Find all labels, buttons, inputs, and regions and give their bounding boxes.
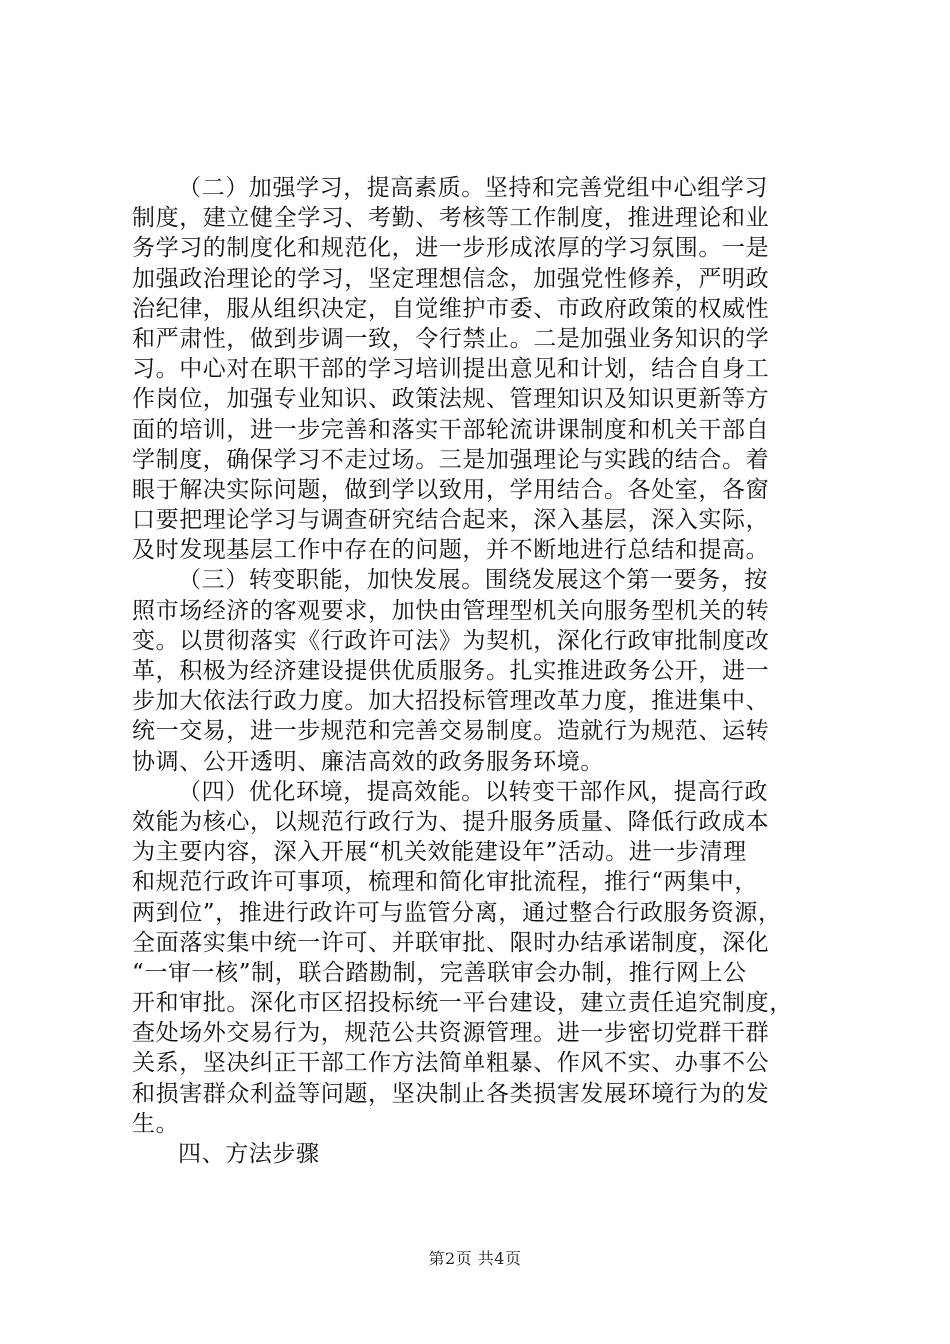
text-line: 协调、公开透明、廉洁高效的政务服务环境。: [132, 748, 604, 775]
text-line: “一审一核”制，联合踏勘制，完善联审会办制，推行网上公: [132, 959, 747, 986]
text-line: 照市场经济的客观要求，加快由管理型机关向服务型机关的转: [132, 597, 770, 624]
text-line: 效能为核心，以规范行政行为、提升服务质量、降低行政成本: [132, 808, 770, 835]
text-line: 关系，坚决纠正干部工作方法简单粗暴、作风不实、办事不公: [132, 1050, 770, 1077]
page-footer: 第2页 共4页: [428, 1249, 522, 1268]
text-line: 统一交易，进一步规范和完善交易制度。造就行为规范、运转: [132, 718, 770, 745]
text-line: 和规范行政许可事项，梳理和简化审批流程，推行“两集中，: [132, 869, 758, 896]
text-line: 和严肃性，做到步调一致，令行禁止。二是加强业务知识的学: [132, 325, 770, 352]
text-line: 加强政治理论的学习，坚定理想信念，加强党性修养，严明政: [132, 265, 770, 292]
text-line: 两到位”，推进行政许可与监管分离，通过整合行政服务资源，: [132, 899, 782, 926]
text-line: （二）加强学习，提高素质。坚持和完善党组中心组学习: [178, 175, 768, 201]
text-line: 眼于解决实际问题，做到学以致用，学用结合。各处室，各窗: [132, 476, 770, 503]
document-body: [132, 173, 832, 1169]
text-line: 全面落实集中统一许可、并联审批、限时办结承诺制度，深化: [132, 929, 770, 956]
text-line: 变。以贯彻落实《行政许可法》为契机，深化行政审批制度改: [132, 627, 770, 654]
text-line: （三）转变职能，加快发展。围绕发展这个第一要务，按: [178, 567, 768, 594]
text-line: 开和审批。深化市区招投标统一平台建设，建立责任追究制度，: [132, 990, 793, 1017]
text-line: 习。中心对在职干部的学习培训提出意见和计划，结合自身工: [132, 356, 770, 383]
text-line: 步加大依法行政力度。加大招投标管理改革力度，推进集中、: [132, 688, 770, 715]
text-line: 及时发现基层工作中存在的问题，并不断地进行总结和提高。: [132, 537, 770, 564]
text-line: 面的培训，进一步完善和落实干部轮流讲课制度和机关干部自: [132, 416, 770, 443]
text-line: 口要把理论学习与调查研究结合起来，深入基层，深入实际，: [132, 507, 770, 534]
text-line: 务学习的制度化和规范化，进一步形成浓厚的学习氛围。一是: [132, 235, 770, 262]
text-line: 制度，建立健全学习、考勤、考核等工作制度，推进理论和业: [132, 205, 770, 232]
text-line: 革，积极为经济建设提供优质服务。扎实推进政务公开，进一: [132, 658, 770, 684]
text-line: 生。: [132, 1110, 180, 1137]
text-line: 查处场外交易行为，规范公共资源管理。进一步密切党群干群: [132, 1020, 770, 1047]
text-line: 四、方法步骤: [178, 1141, 320, 1167]
text-line: 为主要内容，深入开展“机关效能建设年”活动。进一步清理: [132, 839, 747, 866]
text-line: （四）优化环境，提高效能。以转变干部作风，提高行政: [178, 778, 768, 805]
text-line: 和损害群众利益等问题，坚决制止各类损害发展环境行为的发: [132, 1080, 770, 1107]
text-line: 学制度，确保学习不走过场。三是加强理论与实践的结合。着: [132, 446, 770, 473]
text-line: 治纪律，服从组织决定，自觉维护市委、市政府政策的权威性: [132, 295, 770, 322]
text-line: 作岗位，加强专业知识、政策法规、管理知识及知识更新等方: [132, 386, 770, 413]
